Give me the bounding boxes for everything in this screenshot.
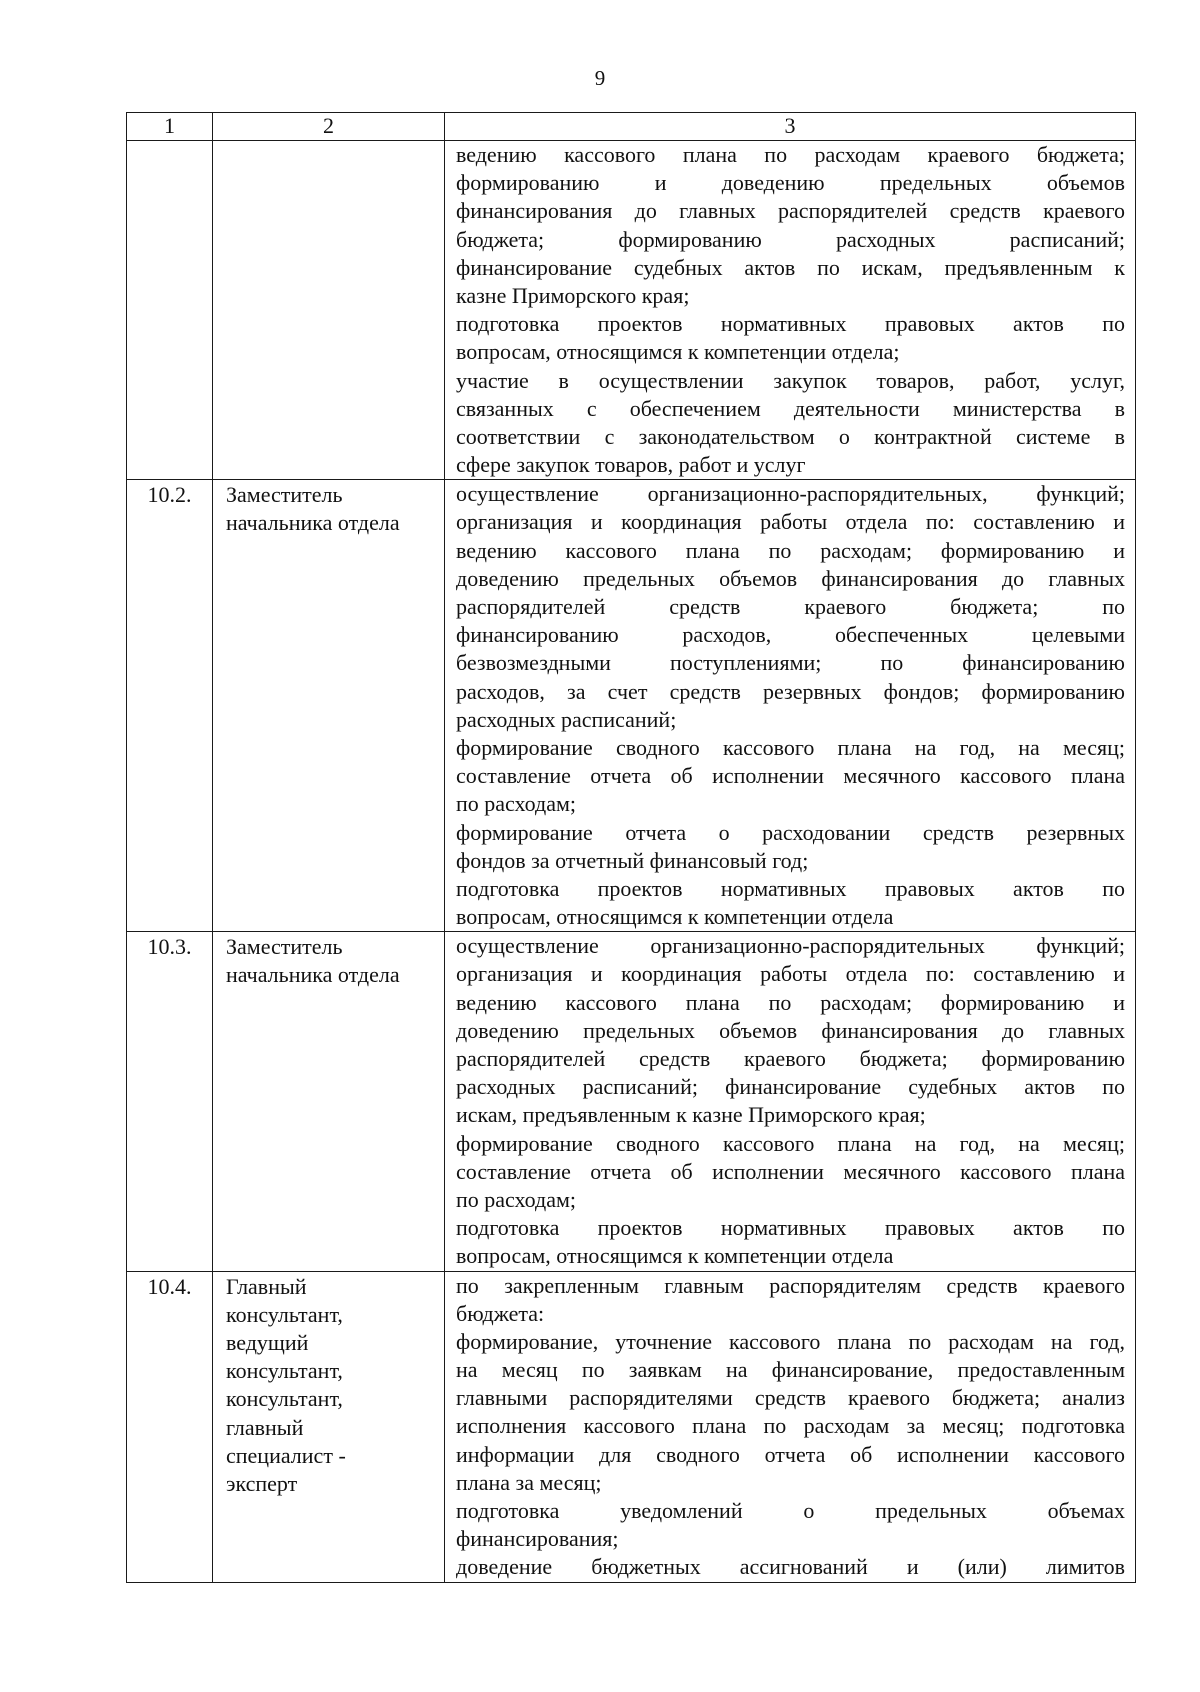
duty-line: информации для сводного отчета об исполнении кассового [456, 1441, 1125, 1467]
duty-line: осуществление организационно-распорядительных функций; [456, 933, 1125, 959]
duty-line: казне Приморского края; [456, 282, 690, 308]
duty-line: ведению кассового плана по расходам; формированию и [456, 537, 1125, 563]
duty-line: ведению кассового плана по расходам краевого бюджета; [456, 142, 1125, 167]
duties-text [445, 480, 1136, 932]
duty-line: на месяц по заявкам на финансирование, предоставленным [456, 1357, 1125, 1383]
position-title [213, 480, 445, 932]
position-title-line: начальника отдела [226, 510, 400, 536]
column-header-2: 2 [213, 113, 445, 141]
duty-line: вопросам, относящимся к компетенции отдела [456, 904, 894, 930]
duty-line: плана за месяц; [456, 1469, 602, 1495]
row-number: 10.3. [127, 932, 213, 1271]
table-row [127, 141, 1136, 480]
duty-line: бюджета: [456, 1300, 545, 1326]
duties-text [445, 932, 1136, 1271]
duty-line: формирование, уточнение кассового плана по расходам на год, [456, 1328, 1125, 1354]
row-number: 10.4. [127, 1271, 213, 1582]
duty-line: сфере закупок товаров, работ и услуг [456, 452, 806, 478]
table-header-row [127, 113, 1136, 141]
duty-line: доведение бюджетных ассигнований и (или) лимитов [456, 1554, 1125, 1580]
duty-line: подготовка проектов нормативных правовых актов по [456, 1215, 1125, 1241]
position-title-line: консультант, [226, 1301, 343, 1327]
duty-line: формирование сводного кассового плана на год, на месяц; [456, 734, 1125, 760]
position-title-line: Главный [226, 1273, 307, 1299]
duty-line: бюджета; формированию расходных расписаний; [456, 226, 1125, 252]
duty-line: по закрепленным главным распорядителям средств краевого [456, 1272, 1125, 1298]
duty-line: по расходам; [456, 791, 577, 817]
row-number [127, 141, 213, 480]
position-title-line: консультант, [226, 1358, 343, 1384]
duty-line: расходов, за счет средств резервных фондов; формированию [456, 678, 1125, 704]
column-header-1: 1 [127, 113, 213, 141]
duty-line: организация и координация работы отдела по: составлению и [456, 961, 1125, 987]
duty-line: организация и координация работы отдела по: составлению и [456, 509, 1125, 535]
position-title [213, 141, 445, 480]
position-title-line: специалист - [226, 1442, 346, 1468]
position-title-line: главный [226, 1414, 304, 1440]
duty-line: расходных расписаний; [456, 706, 677, 732]
table-row [127, 1271, 1136, 1582]
duty-line: доведению предельных объемов финансирования до главных [456, 1017, 1125, 1043]
column-header-3: 3 [445, 113, 1136, 141]
duty-line: составление отчета об исполнении месячного кассового плана [456, 763, 1125, 789]
position-title [213, 1271, 445, 1582]
duty-line: составление отчета об исполнении месячного кассового плана [456, 1158, 1125, 1184]
duty-line: безвозмездными поступлениями; по финансированию [456, 650, 1125, 676]
duty-line: финансированию расходов, обеспеченных целевыми [456, 622, 1125, 648]
duty-line: фондов за отчетный финансовый год; [456, 847, 809, 873]
duty-line: вопросам, относящимся к компетенции отдела [456, 1243, 894, 1269]
duty-line: расходных расписаний; финансирование судебных актов по [456, 1074, 1125, 1100]
duty-line: финансирование судебных актов по искам, предъявленным к [456, 254, 1125, 280]
position-title-line: консультант, [226, 1386, 343, 1412]
duty-line: искам, предъявленным к казне Приморского края; [456, 1102, 926, 1128]
duty-line: по расходам; [456, 1186, 577, 1212]
duties-text [445, 1271, 1136, 1582]
duty-line: формированию и доведению предельных объемов [456, 170, 1125, 196]
duty-line: подготовка проектов нормативных правовых актов по [456, 875, 1125, 901]
table-row [127, 480, 1136, 932]
duty-line: исполнения кассового плана по расходам за месяц; подготовка [456, 1413, 1125, 1439]
duties-text [445, 141, 1136, 480]
duty-line: формирование отчета о расходовании средств резервных [456, 819, 1125, 845]
row-number: 10.2. [127, 480, 213, 932]
duty-line: доведению предельных объемов финансирования до главных [456, 565, 1125, 591]
duties-table [126, 112, 1136, 1583]
position-title-line: Заместитель [226, 482, 343, 508]
duty-line: соответствии с законодательством о контрактной системе в [456, 423, 1125, 449]
duty-line: финансирования; [456, 1526, 619, 1552]
page-number: 9 [594, 66, 606, 90]
duty-line: ведению кассового плана по расходам; формированию и [456, 989, 1125, 1015]
position-title [213, 932, 445, 1271]
duty-line: осуществление организационно-распорядительных, функций; [456, 481, 1125, 507]
duty-line: участие в осуществлении закупок товаров, работ, услуг, [456, 367, 1125, 393]
duty-line: финансирования до главных распорядителей средств краевого [456, 198, 1125, 224]
duty-line: связанных с обеспечением деятельности министерства в [456, 395, 1125, 421]
duty-line: главными распорядителями средств краевого бюджета; анализ [456, 1385, 1125, 1411]
duty-line: распорядителей средств краевого бюджета; формированию [456, 1046, 1125, 1071]
duty-line: подготовка проектов нормативных правовых актов по [456, 311, 1125, 337]
table-row [127, 932, 1136, 1271]
position-title-line: ведущий [226, 1329, 309, 1355]
position-title-line: Заместитель [226, 934, 343, 960]
duty-line: подготовка уведомлений о предельных объемах [456, 1498, 1125, 1523]
duty-line: распорядителей средств краевого бюджета; по [456, 594, 1125, 619]
duty-line: формирование сводного кассового плана на год, на месяц; [456, 1130, 1125, 1156]
position-title-line: эксперт [226, 1470, 298, 1496]
duty-line: вопросам, относящимся к компетенции отдела; [456, 339, 900, 365]
position-title-line: начальника отдела [226, 962, 400, 988]
